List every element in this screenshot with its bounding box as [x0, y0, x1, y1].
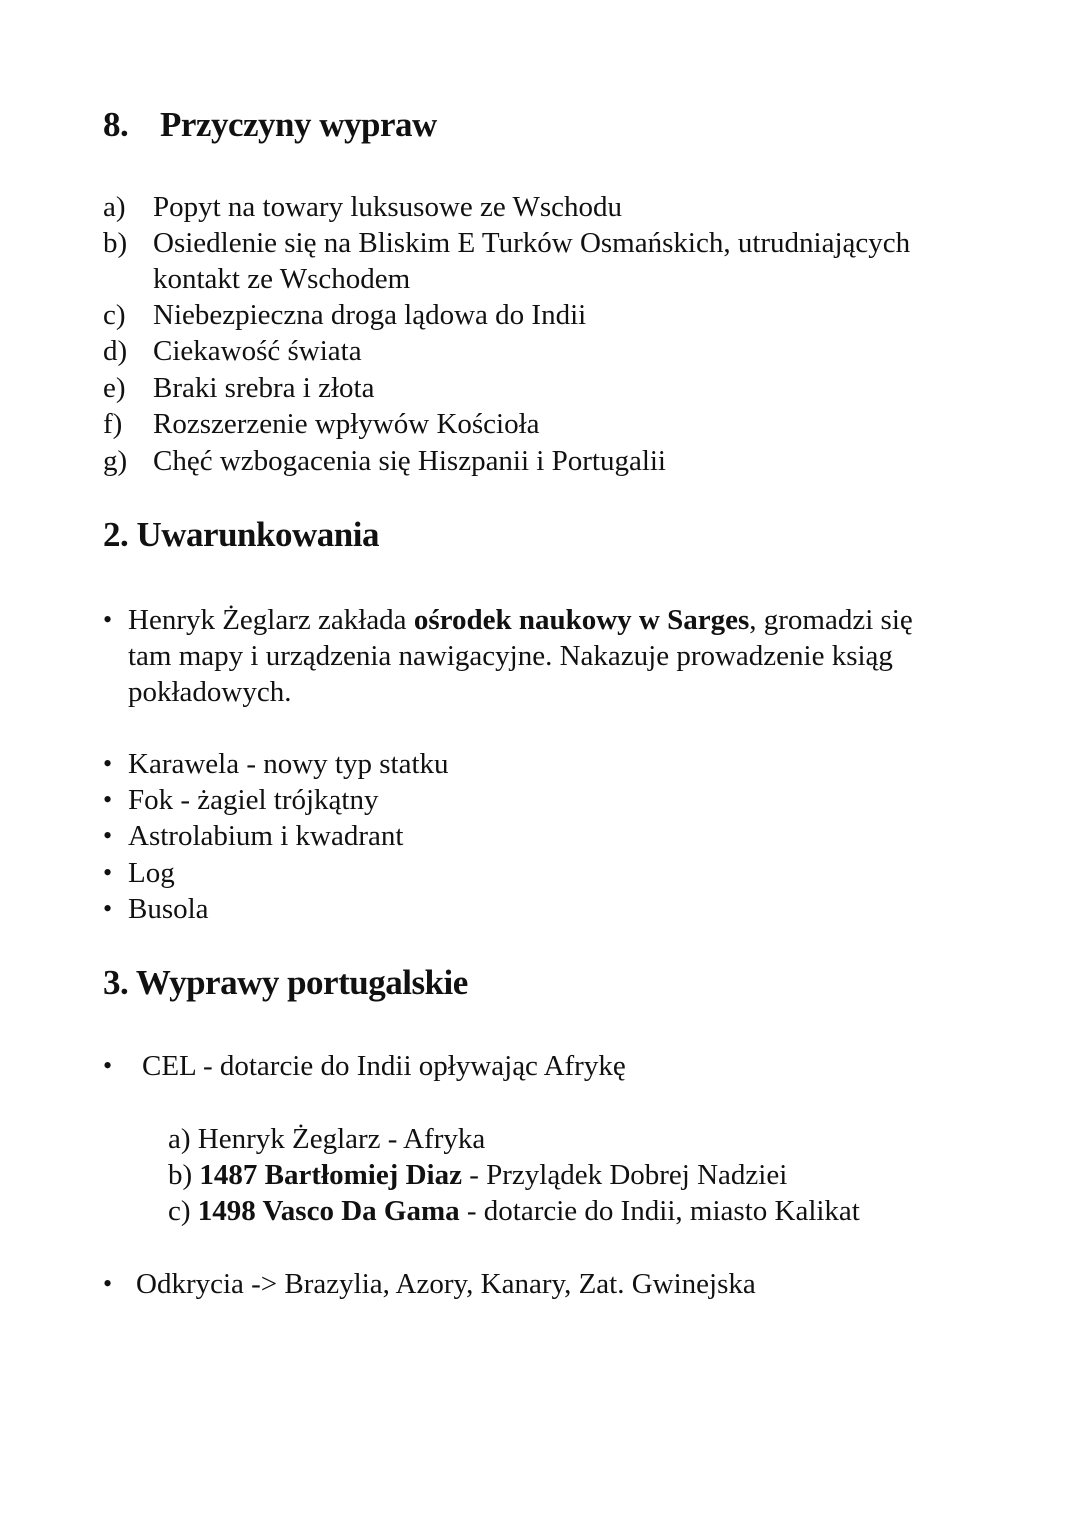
expedition-item [168, 1193, 860, 1229]
list-item: Rozszerzenie wpływów Kościoła [153, 408, 540, 440]
text-span: c) [168, 1195, 198, 1227]
list-marker: d) [103, 335, 128, 367]
list-marker: a) [103, 191, 126, 223]
list-item: Osiedlenie się na Bliskim E Turków Osmańskich, utrudniających [153, 227, 911, 259]
text-span: b) [168, 1159, 200, 1191]
list-marker: f) [103, 408, 123, 440]
text-span: , gromadzi się [749, 604, 913, 636]
bullet-icon: • [103, 1051, 113, 1080]
bullet-icon: • [103, 605, 113, 634]
text-span: - Przylądek Dobrej Nadziei [461, 1159, 788, 1191]
list-item: Busola [128, 893, 209, 925]
list-marker: c) [103, 299, 126, 331]
bold-text: 1487 Bartłomiej Diaz [199, 1159, 462, 1191]
henryk-paragraph-line2: tam mapy i urządzenia nawigacyjne. Nakazuje prowadzenie ksiąg [128, 640, 893, 672]
bold-text: 1498 Vasco Da Gama [197, 1195, 460, 1227]
list-item: Chęć wzbogacenia się Hiszpanii i Portugalii [153, 445, 666, 477]
list-item-continuation: kontakt ze Wschodem [153, 263, 411, 295]
list-item: Popyt na towary luksusowe ze Wschodu [153, 191, 623, 223]
list-item: Niebezpieczna droga lądowa do Indii [153, 299, 587, 331]
discoveries-text: Odkrycia -> Brazylia, Azory, Kanary, Zat. Gwinejska [136, 1268, 756, 1300]
bullet-icon: • [103, 821, 113, 850]
list-marker: g) [103, 445, 128, 477]
section-title-expeditions: 3. Wyprawy portugalskie [103, 963, 468, 1002]
list-item: Fok - żagiel trójkątny [128, 784, 379, 816]
list-item: Astrolabium i kwadrant [128, 820, 404, 852]
text-span: Henryk Żeglarz zakłada [128, 604, 414, 636]
bullet-icon: • [103, 894, 113, 923]
bullet-icon: • [103, 749, 113, 778]
henryk-paragraph-line1 [128, 602, 913, 638]
list-item: Ciekawość świata [153, 335, 362, 367]
bullet-icon: • [103, 1269, 113, 1298]
list-item: Karawela - nowy typ statku [128, 748, 449, 780]
expedition-item: a) Henryk Żeglarz - Afryka [168, 1123, 486, 1155]
list-marker: b) [103, 227, 128, 259]
goal-text: CEL - dotarcie do Indii opływając Afrykę [142, 1050, 626, 1082]
section-title-conditions: 2. Uwarunkowania [103, 515, 379, 554]
bullet-icon: • [103, 785, 113, 814]
section-number: 8. [103, 105, 129, 144]
bold-text: ośrodek naukowy w Sarges [413, 604, 750, 636]
list-marker: e) [103, 372, 126, 404]
section-title-causes: Przyczyny wypraw [160, 105, 437, 144]
bullet-icon: • [103, 858, 113, 887]
text-span: - dotarcie do Indii, miasto Kalikat [459, 1195, 860, 1227]
expedition-item [168, 1157, 787, 1193]
list-item: Log [128, 857, 175, 889]
list-item: Braki srebra i złota [153, 372, 375, 404]
henryk-paragraph-line3: pokładowych. [128, 676, 292, 708]
